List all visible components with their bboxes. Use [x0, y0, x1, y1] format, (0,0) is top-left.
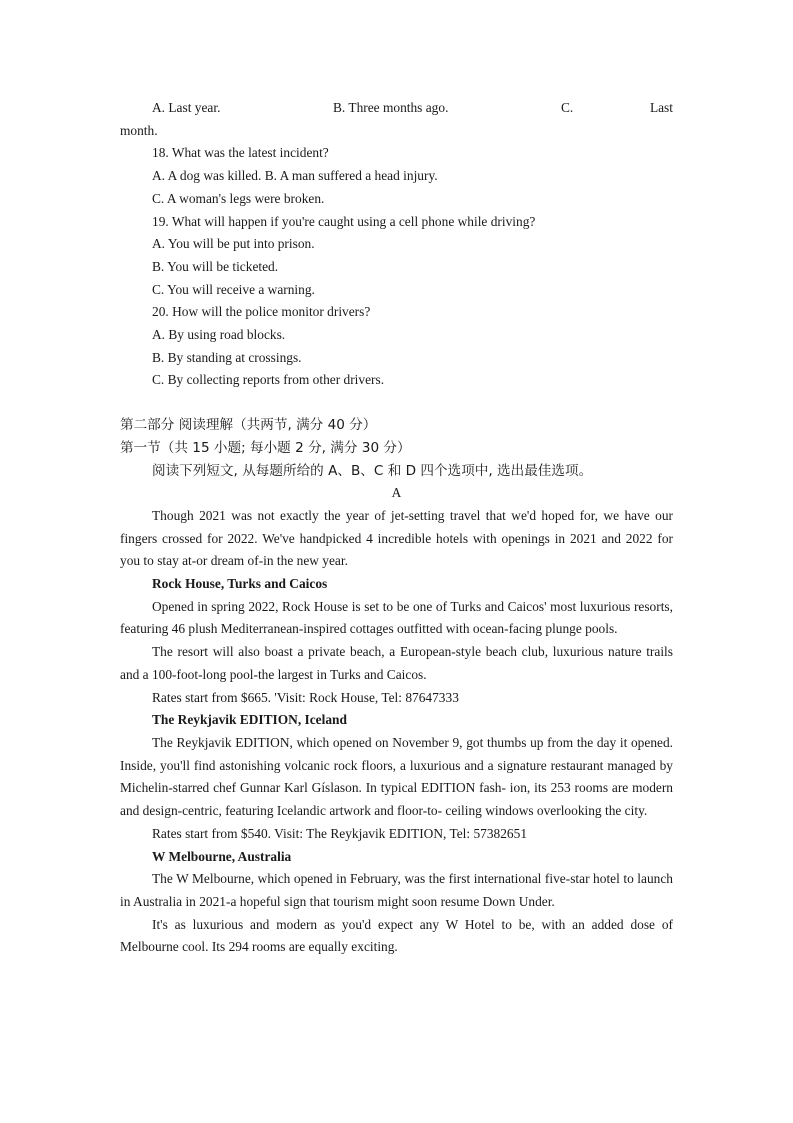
q19-option-b: B. You will be ticketed. — [152, 258, 279, 274]
part-title: 第二部分 阅读理解（共两节, 满分 40 分） — [120, 417, 377, 434]
hotel2-name: The Reykjavik EDITION, Iceland — [152, 712, 347, 728]
q20-option-c: C. By collecting reports from other drivers. — [152, 372, 385, 388]
hotel1-rates: Rates start from $665. 'Visit: Rock House, Tel: 87647333 — [152, 689, 459, 705]
q19-option-c: C. You will receive a warning. — [152, 281, 315, 297]
hotel1-paragraph-2: The resort will also boast a private beach, a European-style beach club, luxurious nature trails and a 100-foot-long pool-the largest in Turks and Caicos. — [120, 644, 673, 682]
q17-option-c — [561, 97, 673, 120]
hotel1-name: Rock House, Turks and Caicos — [152, 576, 328, 592]
document-page — [120, 97, 673, 959]
hotel1-paragraph-1: Opened in spring 2022, Rock House is set to be one of Turks and Caicos' most luxurious resorts, featuring 46 plush Mediterranean-inspired cottages outfitted with ocean-facing plunge pools. — [120, 598, 673, 637]
q17-option-c-letter: C. — [561, 100, 574, 115]
hotel3-paragraph-1: The W Melbourne, which opened in February, was the first international five-star hotel to launch in Australia in 2021-a hopeful sign that tourism might soon resume Down Under. — [120, 871, 673, 909]
hotel2-rates: Rates start from $540. Visit: The Reykjavik EDITION, Tel: 57382651 — [152, 825, 528, 841]
section-spacer — [120, 392, 673, 414]
q20-stem: 20. How will the police monitor drivers? — [152, 304, 371, 320]
q17-option-c-continued: month. — [120, 122, 158, 138]
passage-label: A — [391, 485, 402, 501]
q20-option-b: B. By standing at crossings. — [152, 349, 302, 365]
hotel3-name: W Melbourne, Australia — [152, 848, 292, 864]
q18-stem: 18. What was the latest incident? — [152, 145, 329, 161]
passage-intro: Though 2021 was not exactly the year of jet-setting travel that we'd hoped for, we have our fingers crossed for 2022. We've handpicked 4 incredible hotels with openings in 2021 and 2022 for you to stay at-or dream of-in the new year. — [120, 507, 673, 569]
q20-option-a: A. By using road blocks. — [152, 327, 286, 343]
q17-option-b: B. Three months ago. — [333, 100, 449, 115]
q18-options-ab: A. A dog was killed. B. A man suffered a head injury. — [152, 168, 438, 184]
q17-options — [120, 97, 673, 120]
section-title: 第一节（共 15 小题; 每小题 2 分, 满分 30 分） — [120, 439, 411, 456]
q17-option-c-text: Last — [649, 100, 673, 115]
hotel2-paragraph-1: The Reykjavik EDITION, which opened on November 9, got thumbs up from the day it opened. Inside, you'll find astonishing volcanic rock floors, a luxurious and a signature restaurant managed by Michelin-starred chef Gunnar Karl Gíslason. In typical EDITION fash- ion, its 253 rooms are modern and design-centric, featuring Icelandic artwork and floor-to- ceiling windows overlooking the city. — [120, 734, 673, 819]
hotel3-paragraph-2: It's as luxurious and modern as you'd expect any W Hotel to be, with an added dose of Melbourne cool. Its 294 rooms are equally exciting. — [120, 916, 673, 955]
q19-stem: 19. What will happen if you're caught using a cell phone while driving? — [152, 213, 536, 229]
section-instruction: 阅读下列短文, 从每题所给的 A、B、C 和 D 四个选项中, 选出最佳选项。 — [152, 462, 593, 479]
q17-option-a: A. Last year. — [152, 100, 221, 115]
q18-option-c: C. A woman's legs were broken. — [152, 190, 325, 206]
q19-option-a: A. You will be put into prison. — [152, 236, 315, 252]
